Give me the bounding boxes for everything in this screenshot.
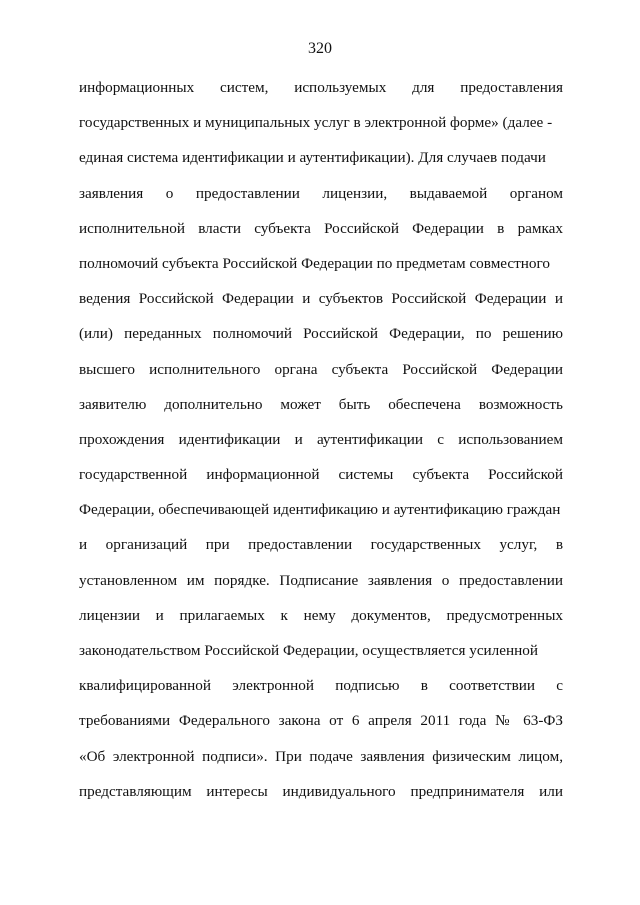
document-body	[79, 70, 563, 809]
text-line: установленном им порядке. Подписание заявления о предоставлении	[79, 571, 563, 589]
text-line: государственной информационной системы субъекта Российской	[79, 466, 563, 484]
text-line: «Об электронной подписи». При подаче заявления физическим лицом,	[79, 747, 563, 765]
text-line: государственных и муниципальных услуг в электронной форме» (далее -	[79, 114, 553, 132]
text-line: квалифицированной электронной подписью в соответствии с	[79, 677, 563, 695]
text-line: информационных систем, используемых для предоставления	[79, 79, 563, 96]
text-line: исполнительной власти субъекта Российской Федерации в рамках	[79, 219, 563, 237]
text-line: заявителю дополнительно может быть обеспечена возможность	[79, 395, 563, 413]
page-number: 320	[308, 40, 332, 57]
text-line: полномочий субъекта Российской Федерации по предметам совместного	[79, 254, 550, 272]
text-line: представляющим интересы индивидуального предпринимателя или	[79, 782, 563, 800]
text-line: законодательством Российской Федерации, осуществляется усиленной	[79, 642, 538, 659]
text-line: Федерации, обеспечивающей идентификацию и аутентификацию граждан	[79, 501, 561, 519]
text-line: лицензии и прилагаемых к нему документов, предусмотренных	[79, 606, 563, 624]
text-line: требованиями Федерального закона от 6 апреля 2011 года № 63-ФЗ	[79, 712, 563, 730]
text-line: высшего исполнительного органа субъекта Российской Федерации	[79, 360, 563, 378]
text-line: прохождения идентификации и аутентификации с использованием	[79, 430, 563, 448]
text-line: заявления о предоставлении лицензии, выдаваемой органом	[79, 184, 563, 202]
text-line: ведения Российской Федерации и субъектов Российской Федерации и	[79, 290, 563, 308]
text-line: единая система идентификации и аутентификации). Для случаев подачи	[79, 149, 546, 167]
text-line: (или) переданных полномочий Российской Федерации, по решению	[79, 325, 563, 343]
text-line: и организаций при предоставлении государственных услуг, в	[79, 536, 563, 554]
